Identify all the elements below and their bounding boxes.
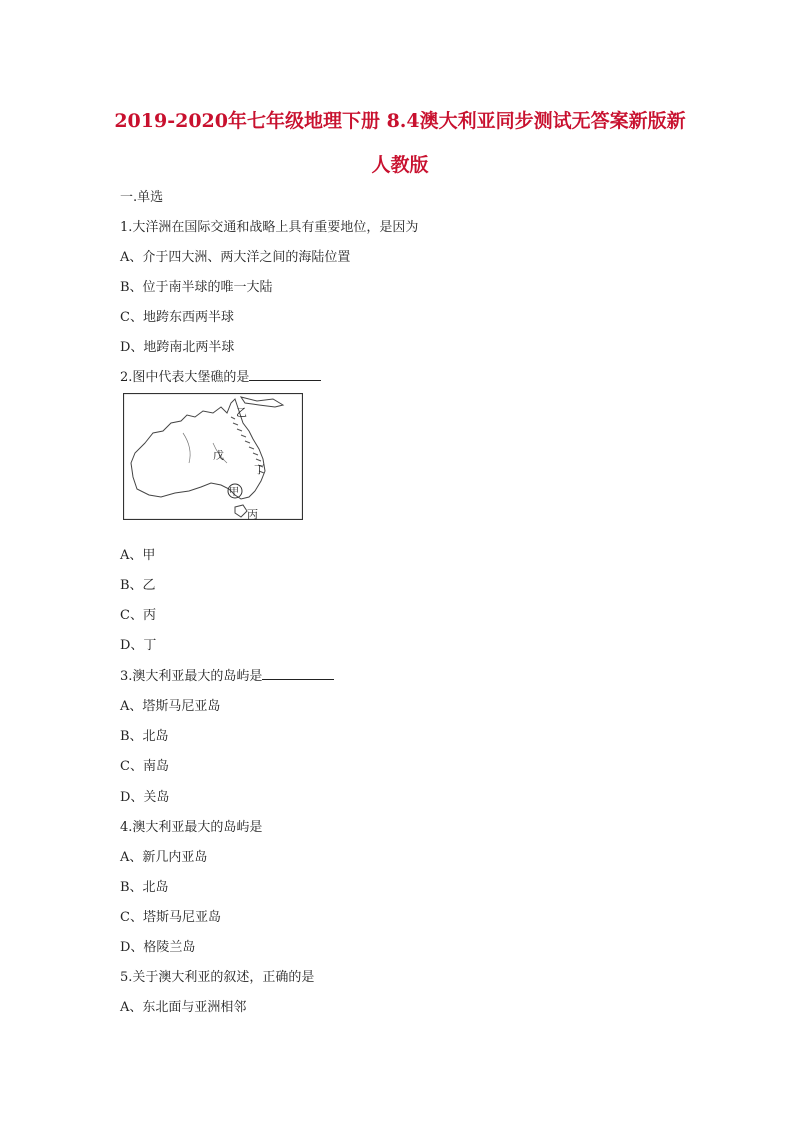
q1-option-c: C、地跨东西两半球 (120, 310, 234, 325)
q3-answer-blank (262, 667, 334, 680)
q5-stem: 5.关于澳大利亚的叙述，正确的是 (120, 970, 315, 985)
q1-option-b: B、位于南半球的唯一大陆 (120, 280, 273, 295)
map-label-ding: 丁 (254, 463, 265, 476)
map-label-wu: 戊 (213, 449, 224, 462)
q4-stem: 4.澳大利亚最大的岛屿是 (120, 820, 263, 835)
map-label-bing: 丙 (247, 508, 258, 520)
q1-option-a: A、介于四大洲、两大洋之间的海陆位置 (120, 250, 351, 265)
doc-title-line1: 2019-2020年七年级地理下册 8.4澳大利亚同步测试无答案新版新 (114, 110, 686, 132)
q2-stem-line (120, 366, 321, 385)
q1-option-d: D、地跨南北两半球 (120, 340, 235, 355)
q5-option-a: A、东北面与亚洲相邻 (120, 1000, 247, 1015)
map-label-jia: 甲 (229, 487, 239, 498)
q2-option-a: A、甲 (120, 548, 156, 563)
q1-stem: 1.大洋洲在国际交通和战略上具有重要地位，是因为 (120, 220, 419, 235)
q3-option-b: B、北岛 (120, 729, 169, 744)
q2-option-d: D、丁 (120, 638, 157, 653)
q3-option-d: D、关岛 (120, 790, 170, 805)
q3-option-c: C、南岛 (120, 759, 169, 774)
q4-option-b: B、北岛 (120, 880, 169, 895)
q2-option-c: C、丙 (120, 608, 156, 623)
section-heading: 一.单选 (120, 190, 164, 205)
q2-stem: 2.图中代表大堡礁的是 (120, 370, 250, 385)
doc-title-line2: 人教版 (371, 154, 429, 176)
q4-option-d: D、格陵兰岛 (120, 940, 196, 955)
australia-map (123, 393, 303, 520)
q2-answer-blank (249, 368, 321, 381)
map-label-yi: 乙 (236, 406, 247, 419)
q4-option-a: A、新几内亚岛 (120, 850, 208, 865)
q3-stem: 3.澳大利亚最大的岛屿是 (120, 669, 263, 684)
q3-stem-line (120, 665, 334, 684)
q3-option-a: A、塔斯马尼亚岛 (120, 699, 221, 714)
q2-option-b: B、乙 (120, 578, 156, 593)
q4-option-c: C、塔斯马尼亚岛 (120, 910, 221, 925)
